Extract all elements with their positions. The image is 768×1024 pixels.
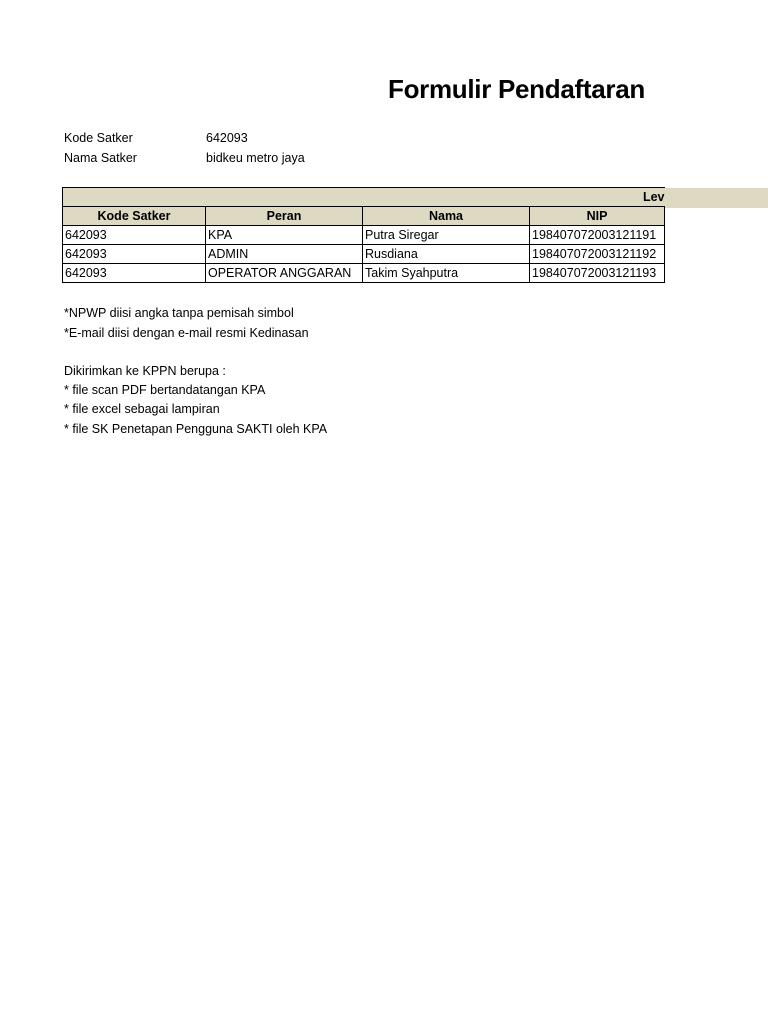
instruction-item: * file scan PDF bertandatangan KPA: [64, 383, 266, 397]
column-header-nama: Nama: [363, 207, 530, 226]
level-row: [63, 188, 665, 207]
column-header-nip: NIP: [530, 207, 665, 226]
column-header-peran: Peran: [206, 207, 363, 226]
note-npwp: *NPWP diisi angka tanpa pemisah simbol: [64, 306, 294, 320]
table-header-row: [63, 207, 665, 226]
kode-satker-label: Kode Satker: [64, 131, 133, 145]
instruction-item: * file SK Penetapan Pengguna SAKTI oleh KPA: [64, 422, 328, 436]
nama-satker-value: bidkeu metro jaya: [206, 151, 305, 165]
table-row: [63, 264, 665, 283]
cell-nama: Rusdiana: [363, 245, 530, 264]
cell-nip: 198407072003121191: [530, 226, 665, 245]
kode-satker-value: 642093: [206, 131, 248, 145]
table-row: [63, 226, 665, 245]
cell-kode-satker: 642093: [63, 245, 206, 264]
nama-satker-label: Nama Satker: [64, 151, 137, 165]
page-title: Formulir Pendaftaran: [388, 74, 645, 104]
note-email: *E-mail diisi dengan e-mail resmi Kedinasan: [64, 326, 309, 340]
column-header-kode-satker: Kode Satker: [63, 207, 206, 226]
cell-kode-satker: 642093: [63, 226, 206, 245]
kode-satker-row: [64, 131, 248, 145]
cell-kode-satker: 642093: [63, 264, 206, 283]
table-row: [63, 245, 665, 264]
instructions-heading: Dikirimkan ke KPPN berupa :: [64, 364, 226, 378]
level-header-band: [664, 188, 768, 208]
level-label: Lev: [63, 188, 665, 207]
cell-peran: KPA: [206, 226, 363, 245]
cell-nip: 198407072003121193: [530, 264, 665, 283]
nama-satker-row: [64, 151, 305, 165]
instruction-item: * file excel sebagai lampiran: [64, 402, 220, 416]
user-table: [62, 187, 665, 283]
cell-peran: OPERATOR ANGGARAN: [206, 264, 363, 283]
cell-nama: Takim Syahputra: [363, 264, 530, 283]
cell-nip: 198407072003121192: [530, 245, 665, 264]
cell-peran: ADMIN: [206, 245, 363, 264]
cell-nama: Putra Siregar: [363, 226, 530, 245]
